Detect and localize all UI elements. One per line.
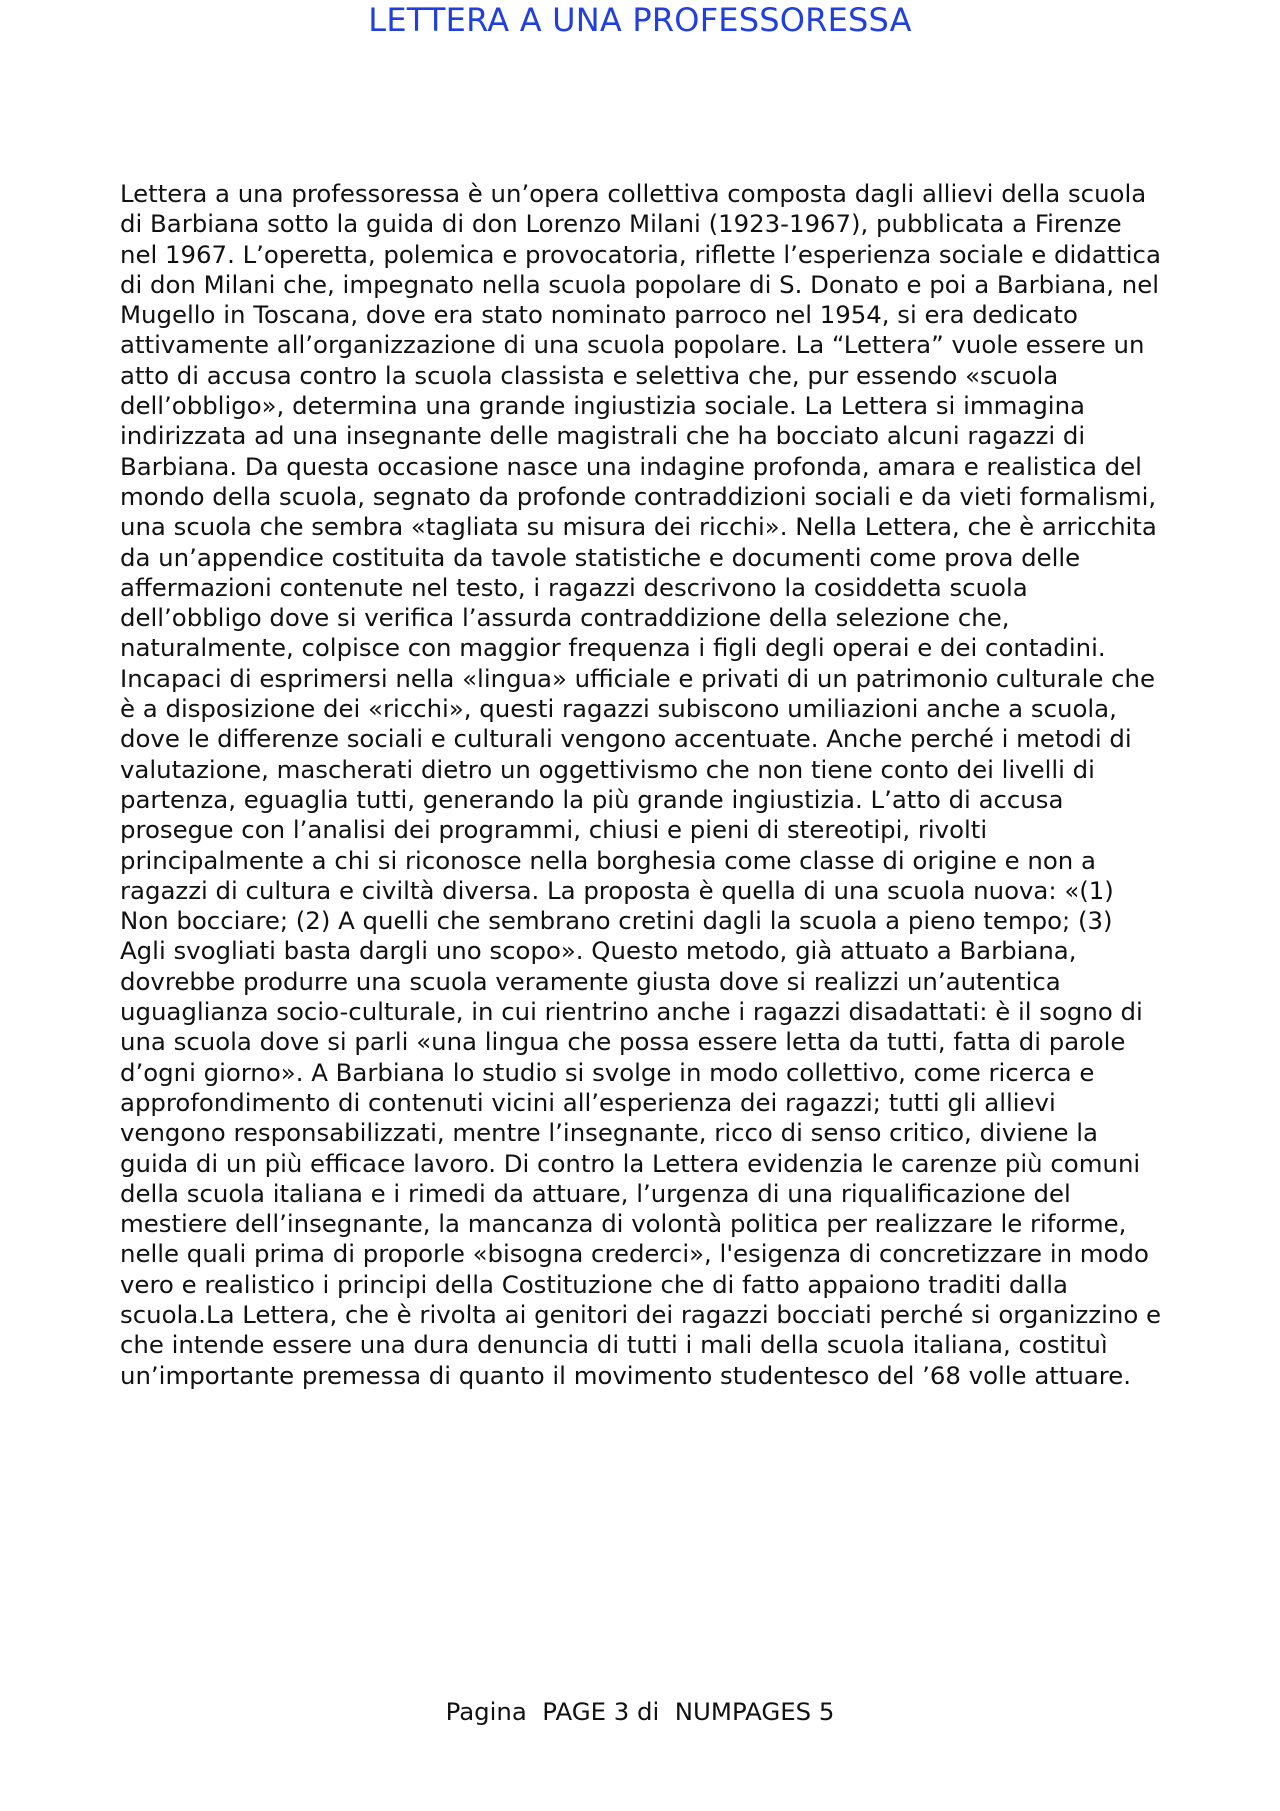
body-paragraph: Lettera a una professoressa è un’opera collettiva composta dagli allievi della scuola di Barbiana sotto la guida di don Lorenzo Milani (1923-1967), pubblicata a Firenze nel 1967. L’operetta, polemica e provocatoria, riflette l’esperienza sociale e didattica di don Milani che, impegnato nella scuola popolare di S. Donato e poi a Barbiana, nel Mugello in Toscana, dove era stato nominato parroco nel 1954, si era dedicato attivamente all’organizzazione di una scuola popolare. La “Lettera” vuole essere un atto di accusa contro la scuola classista e selettiva che, pur essendo «scuola dell’obbligo», determina una grande ingiustizia sociale. La Lettera si immagina indirizzata ad una insegnante delle magistrali che ha bocciato alcuni ragazzi di Barbiana. Da questa occasione nasce una indagine profonda, amara e realistica del mondo della scuola, segnato da profonde contraddizioni sociali e da vieti formalismi, una scuola che sembra «tagliata su misura dei ricchi». Nella Lettera, che è arricchita da un’appendice costituita da tavole statistiche e documenti come prova delle affermazioni contenute nel testo, i ragazzi descrivono la cosiddetta scuola dell’obbligo dove si verifica l’assurda contraddizione della selezione che, naturalmente, colpisce con maggior frequenza i figli degli operai e dei contadini. Incapaci di esprimersi nella «lingua» ufficiale e privati di un patrimonio culturale che è a disposizione dei «ricchi», questi ragazzi subiscono umiliazioni anche a scuola, dove le differenze sociali e culturali vengono accentuate. Anche perché i metodi di valutazione, mascherati dietro un oggettivismo che non tiene conto dei livelli di partenza, eguaglia tutti, generando la più grande ingiustizia. L’atto di accusa prosegue con l’analisi dei programmi, chiusi e pieni di stereotipi, rivolti principalmente a chi si riconosce nella borghesia come classe di origine e non a ragazzi di cultura e civiltà diversa. La proposta è quella di una scuola nuova: «(1) Non bocciare; (2) A quelli che sembrano cretini dagli la scuola a pieno tempo; (3) Agli svogliati basta dargli uno scopo». Questo metodo, già attuato a Barbiana, dovrebbe produrre una scuola veramente giusta dove si realizzi un’autentica uguaglianza socio-culturale, in cui rientrino anche i ragazzi disadattati: è il sogno di una scuola dove si parli «una lingua che possa essere letta da tutti, fatta di parole d’ogni giorno». A Barbiana lo studio si svolge in modo collettivo, come ricerca e approfondimento di contenuti vicini all’esperienza dei ragazzi; tutti gli allievi vengono responsabilizzati, mentre l’insegnante, ricco di senso critico, diviene la guida di un più efficace lavoro. Di contro la Lettera evidenzia le carenze più comuni della scuola italiana e i rimedi da attuare, l’urgenza di una riqualificazione del mestiere dell’insegnante, la mancanza di volontà politica per realizzare le riforme, nelle quali prima di proporle «bisogna crederci», l'esigenza di concretizzare in modo vero e realistico i principi della Costituzione che di fatto appaiono traditi dalla scuola.La Lettera, che è rivolta ai genitori dei ragazzi bocciati perché si organizzino e che intende essere una dura denuncia di tutti i mali della scuola italiana, costituì un’importante premessa di quanto il movimento studentesco del ’68 volle attuare. (120, 179, 1162, 1390)
page-footer: Pagina PAGE 3 di NUMPAGES 5 (445, 1697, 835, 1726)
page-title: LETTERA A UNA PROFESSORESSA (368, 1, 912, 39)
